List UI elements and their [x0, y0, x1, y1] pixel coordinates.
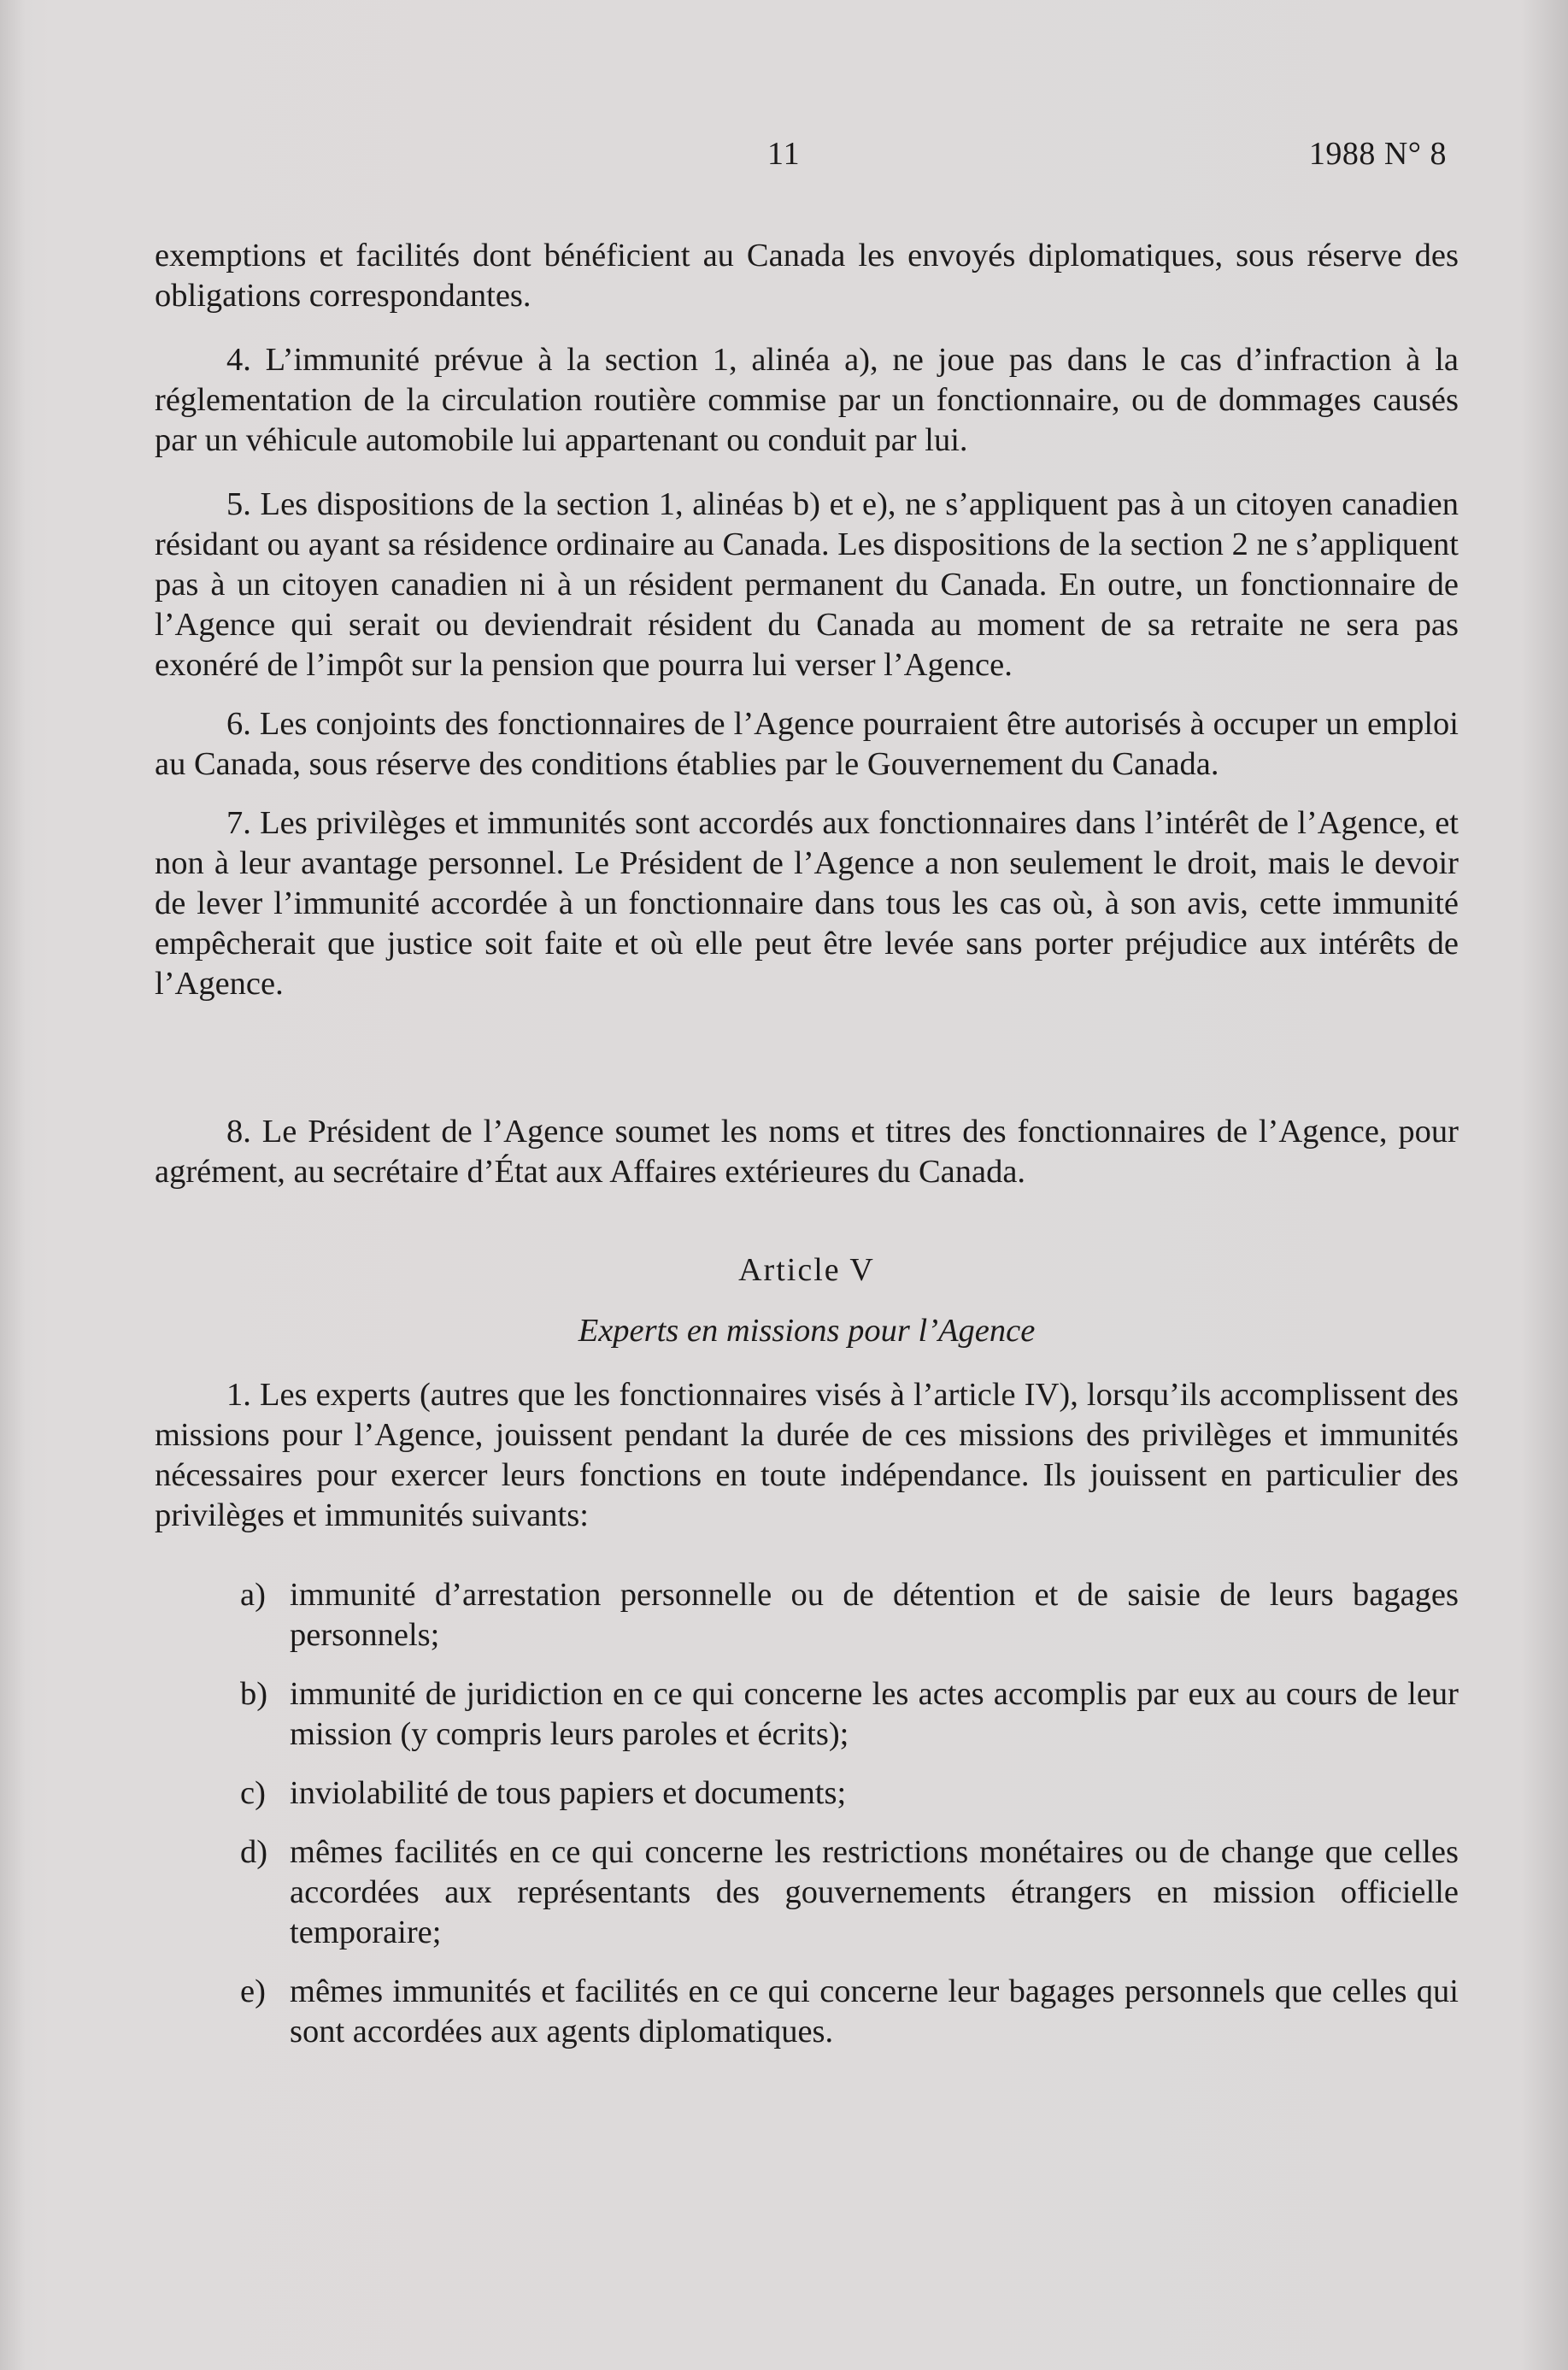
journal-reference: 1988 N° 8: [1308, 136, 1447, 172]
list-item: [155, 1674, 1459, 1755]
paragraph-8: 8. Le Président de l’Agence soumet les noms et titres des fonctionnaires de l’Agence, pour agrément, au secrétaire d’État aux Affaires extérieures du Canada.: [155, 1114, 1459, 1190]
paragraph-7: 7. Les privilèges et immunités sont accordés aux fonctionnaires dans l’intérêt de l’Agence, et non à leur avantage personnel. Le Président de l’Agence a non seulement le droit, mais le devoir de lever l’immunité accordée à un fonctionnaire dans tous les cas où, à son avis, cette immunité empêcherait que justice soit faite et où elle peut être levée sans porter préjudice aux intérêts de l’Agence.: [155, 805, 1459, 1002]
list-item: [155, 1575, 1459, 1655]
document-body: [155, 236, 1459, 2071]
list-text: mêmes immunités et facilités en ce qui concerne leur bagages personnels que celles qui sont accordées aux agents diplomatiques.: [290, 1973, 1459, 2049]
paragraph-6: 6. Les conjoints des fonctionnaires de l’Agence pourraient être autorisés à occuper un emploi au Canada, sous réserve des conditions établies par le Gouvernement du Canada.: [155, 706, 1459, 782]
article-heading: Article V: [738, 1252, 875, 1288]
list-text: immunité d’arrestation personnelle ou de détention et de saisie de leurs bagages personnels;: [290, 1577, 1459, 1653]
article-subtitle: Experts en missions pour l’Agence: [578, 1313, 1036, 1349]
list-text: mêmes facilités en ce qui concerne les restrictions monétaires ou de change que celles accordées aux représentants des gouvernements étrangers en mission officielle temporaire;: [290, 1834, 1459, 1950]
list-marker: c): [240, 1775, 266, 1811]
privileges-list: [155, 1575, 1459, 2052]
list-text: inviolabilité de tous papiers et documents;: [290, 1775, 847, 1811]
list-item: [155, 1773, 1459, 1814]
page-header: [0, 135, 1568, 178]
page-number: 11: [767, 136, 801, 172]
list-item: [155, 1832, 1459, 1953]
list-text: immunité de juridiction en ce qui concerne les actes accomplis par eux au cours de leur mission (y compris leurs paroles et écrits);: [290, 1676, 1459, 1752]
list-item: [155, 1972, 1459, 2052]
list-marker: a): [240, 1577, 266, 1613]
paragraph-4: 4. L’immunité prévue à la section 1, alinéa a), ne joue pas dans le cas d’infraction à la réglementation de la circulation routière commise par un fonctionnaire, ou de dommages causés par un véhicule automobile lui appartenant ou conduit par lui.: [155, 342, 1459, 458]
article-paragraph-1: 1. Les experts (autres que les fonctionnaires visés à l’article IV), lorsqu’ils accomplissent des missions pour l’Agence, jouissent pendant la durée de ces missions des privilèges et immunités nécessaires pour exercer leurs fonctions en toute indépendance. Ils jouissent en particulier des privilèges et immunités suivants:: [155, 1377, 1459, 1533]
paragraph-5: 5. Les dispositions de la section 1, alinéas b) et e), ne s’appliquent pas à un citoyen canadien résidant ou ayant sa résidence ordinaire au Canada. Les dispositions de la section 2 ne s’appliquent pas à un citoyen canadien ni à un résident permanent du Canada. En outre, un fonctionnaire de l’Agence qui serait ou deviendrait résident du Canada au moment de sa retraite ne sera pas exonéré de l’impôt sur la pension que pourra lui verser l’Agence.: [155, 486, 1459, 683]
list-marker: e): [240, 1973, 266, 2009]
list-marker: d): [240, 1834, 268, 1870]
list-marker: b): [240, 1676, 268, 1712]
paragraph-continuation: exemptions et facilités dont bénéficient au Canada les envoyés diplomatiques, sous réserve des obligations correspondantes.: [155, 238, 1459, 314]
